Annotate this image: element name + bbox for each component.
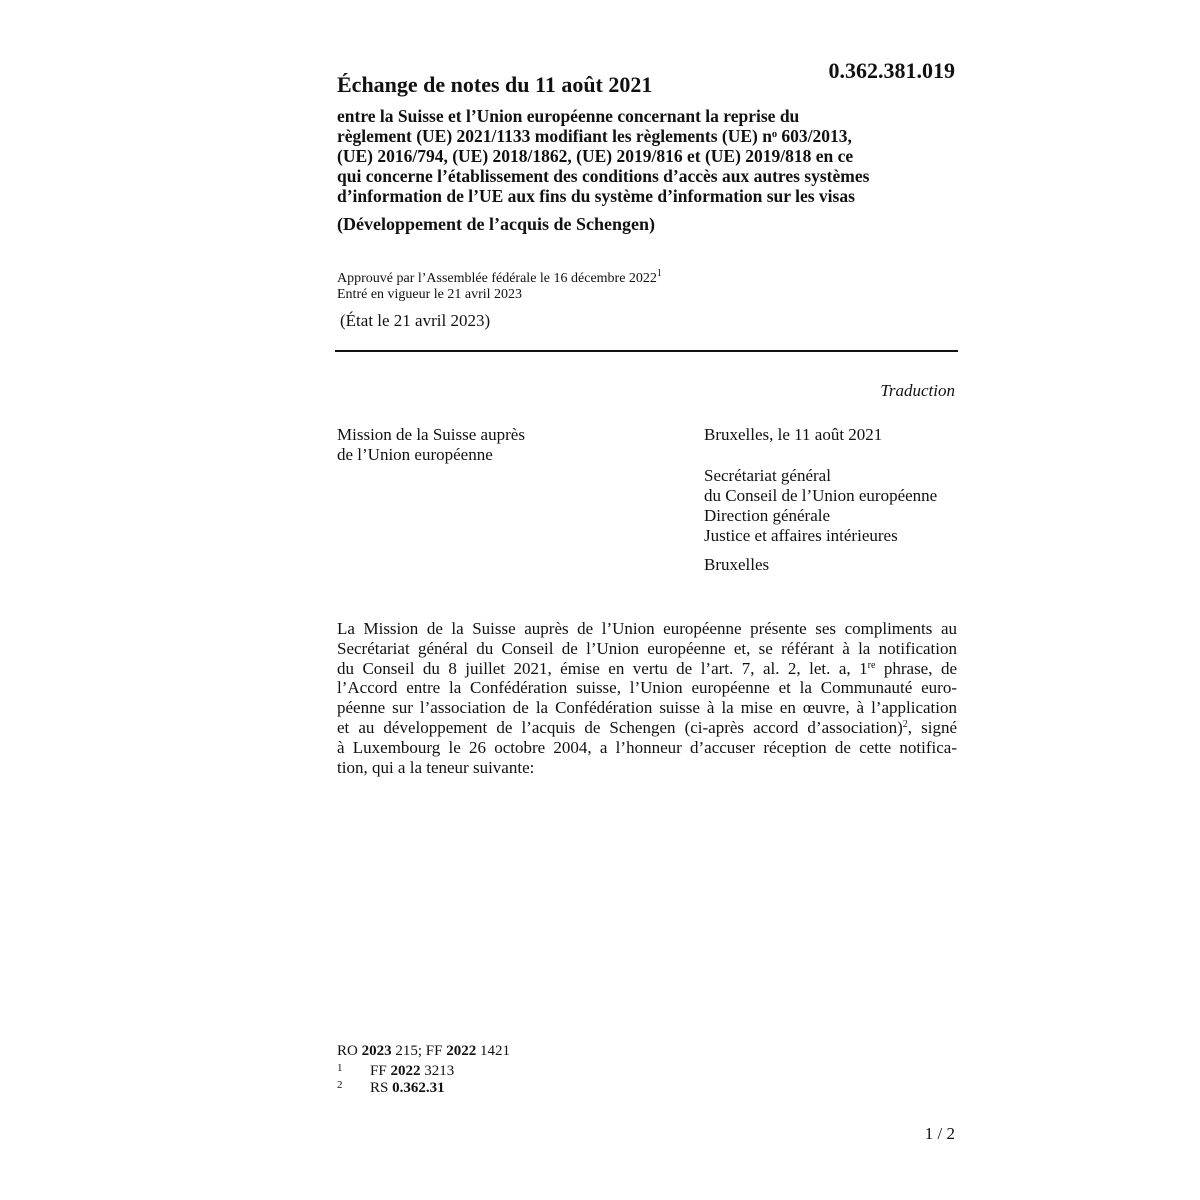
footnote-ref[interactable]: 2 <box>902 718 908 730</box>
approval-line <box>337 268 662 287</box>
footnote-bold[interactable]: 0.362.31 <box>392 1080 445 1096</box>
recipient-line: Secrétariat général <box>704 466 831 485</box>
ref-ff-year: 2022 <box>446 1043 477 1059</box>
subtitle-line: règlement (UE) 2021/1133 modifiant les règlements (UE) nᵒ 603/2013, <box>337 126 852 146</box>
body-line: La Mission de la Suisse auprès de l’Union européenne présente ses compliments au <box>337 619 957 638</box>
body-line: péenne sur l’association de la Confédération suisse à la mise en œuvre, à l’application <box>337 698 957 718</box>
body-text: et au développement de l’acquis de Schengen (ci-après accord d’association) <box>337 717 903 737</box>
subtitle-line: d’information de l’UE aux fins du système d’information sur les visas <box>337 186 855 206</box>
state-date: (État le 21 avril 2023) <box>340 311 491 330</box>
subtitle-line: entre la Suisse et l’Union européenne concernant la reprise du <box>337 106 800 126</box>
body-line <box>337 659 957 679</box>
document-title: Échange de notes du 11 août 2021 <box>337 72 653 97</box>
body-line: l’Accord entre la Confédération suisse, l’Union européenne et la Communauté euro- <box>337 678 957 698</box>
ref-ro-label: RO <box>337 1043 362 1059</box>
header-divider <box>335 350 958 352</box>
recipient-line: du Conseil de l’Union européenne <box>704 486 938 505</box>
ordinal-suffix: re <box>867 659 876 671</box>
body-paragraph <box>337 619 957 777</box>
approval-text: Approuvé par l’Assemblée fédérale le 16 décembre 2022 <box>337 271 657 286</box>
body-line: Secrétariat général du Conseil de l’Union européenne et, se référant à la notification <box>337 638 957 658</box>
page-number: 1 / 2 <box>924 1124 955 1143</box>
approval-block <box>337 268 662 303</box>
footnote-bold: 2022 <box>390 1063 421 1079</box>
publication-reference <box>337 1043 510 1060</box>
footnote-ref[interactable]: 1 <box>656 268 662 279</box>
ref-ro-year: 2023 <box>361 1043 392 1059</box>
in-force-line: Entré en vigueur le 21 avril 2023 <box>337 287 523 302</box>
translation-label: Traduction <box>880 381 955 400</box>
sender-line: Mission de la Suisse auprès <box>337 425 525 444</box>
footnote-prefix: RS <box>370 1080 393 1096</box>
body-line: tion, qui a la teneur suivante: <box>337 757 535 777</box>
document-number: 0.362.381.019 <box>828 58 955 83</box>
footnote-2 <box>337 1079 445 1097</box>
sender-block <box>337 425 525 465</box>
footnote-number: 1 <box>337 1062 343 1074</box>
ref-ro-page: 215; FF <box>391 1043 447 1059</box>
footnote-suffix: 3213 <box>420 1063 455 1079</box>
footnote-prefix: FF <box>370 1063 391 1079</box>
sender-line: de l’Union européenne <box>337 445 493 464</box>
recipient-line: Justice et affaires intérieures <box>704 526 898 545</box>
subtitle-line: (UE) 2016/794, (UE) 2018/1862, (UE) 2019/816 et (UE) 2019/818 en ce <box>337 146 854 166</box>
footnote-1 <box>337 1062 454 1080</box>
subtitle-line: qui concerne l’établissement des conditions d’accès aux autres systèmes <box>337 166 870 186</box>
recipient-city: Bruxelles <box>704 555 770 574</box>
recipient-block <box>704 466 937 546</box>
place-date: Bruxelles, le 11 août 2021 <box>704 425 883 444</box>
body-line <box>337 718 957 738</box>
body-text: phrase, de <box>875 658 957 678</box>
recipient-line: Direction générale <box>704 506 831 525</box>
body-text: du Conseil du 8 juillet 2021, émise en vertu de l’art. 7, al. 2, let. a, 1 <box>337 658 868 678</box>
footnote-number: 2 <box>337 1079 343 1091</box>
body-line: à Luxembourg le 26 octobre 2004, a l’honneur d’accuser réception de cette notifica- <box>337 737 957 757</box>
ref-ff-page: 1421 <box>476 1043 510 1059</box>
document-subtitle <box>337 106 962 206</box>
schengen-note: (Développement de l’acquis de Schengen) <box>337 214 655 234</box>
body-text: , signé <box>907 717 957 737</box>
